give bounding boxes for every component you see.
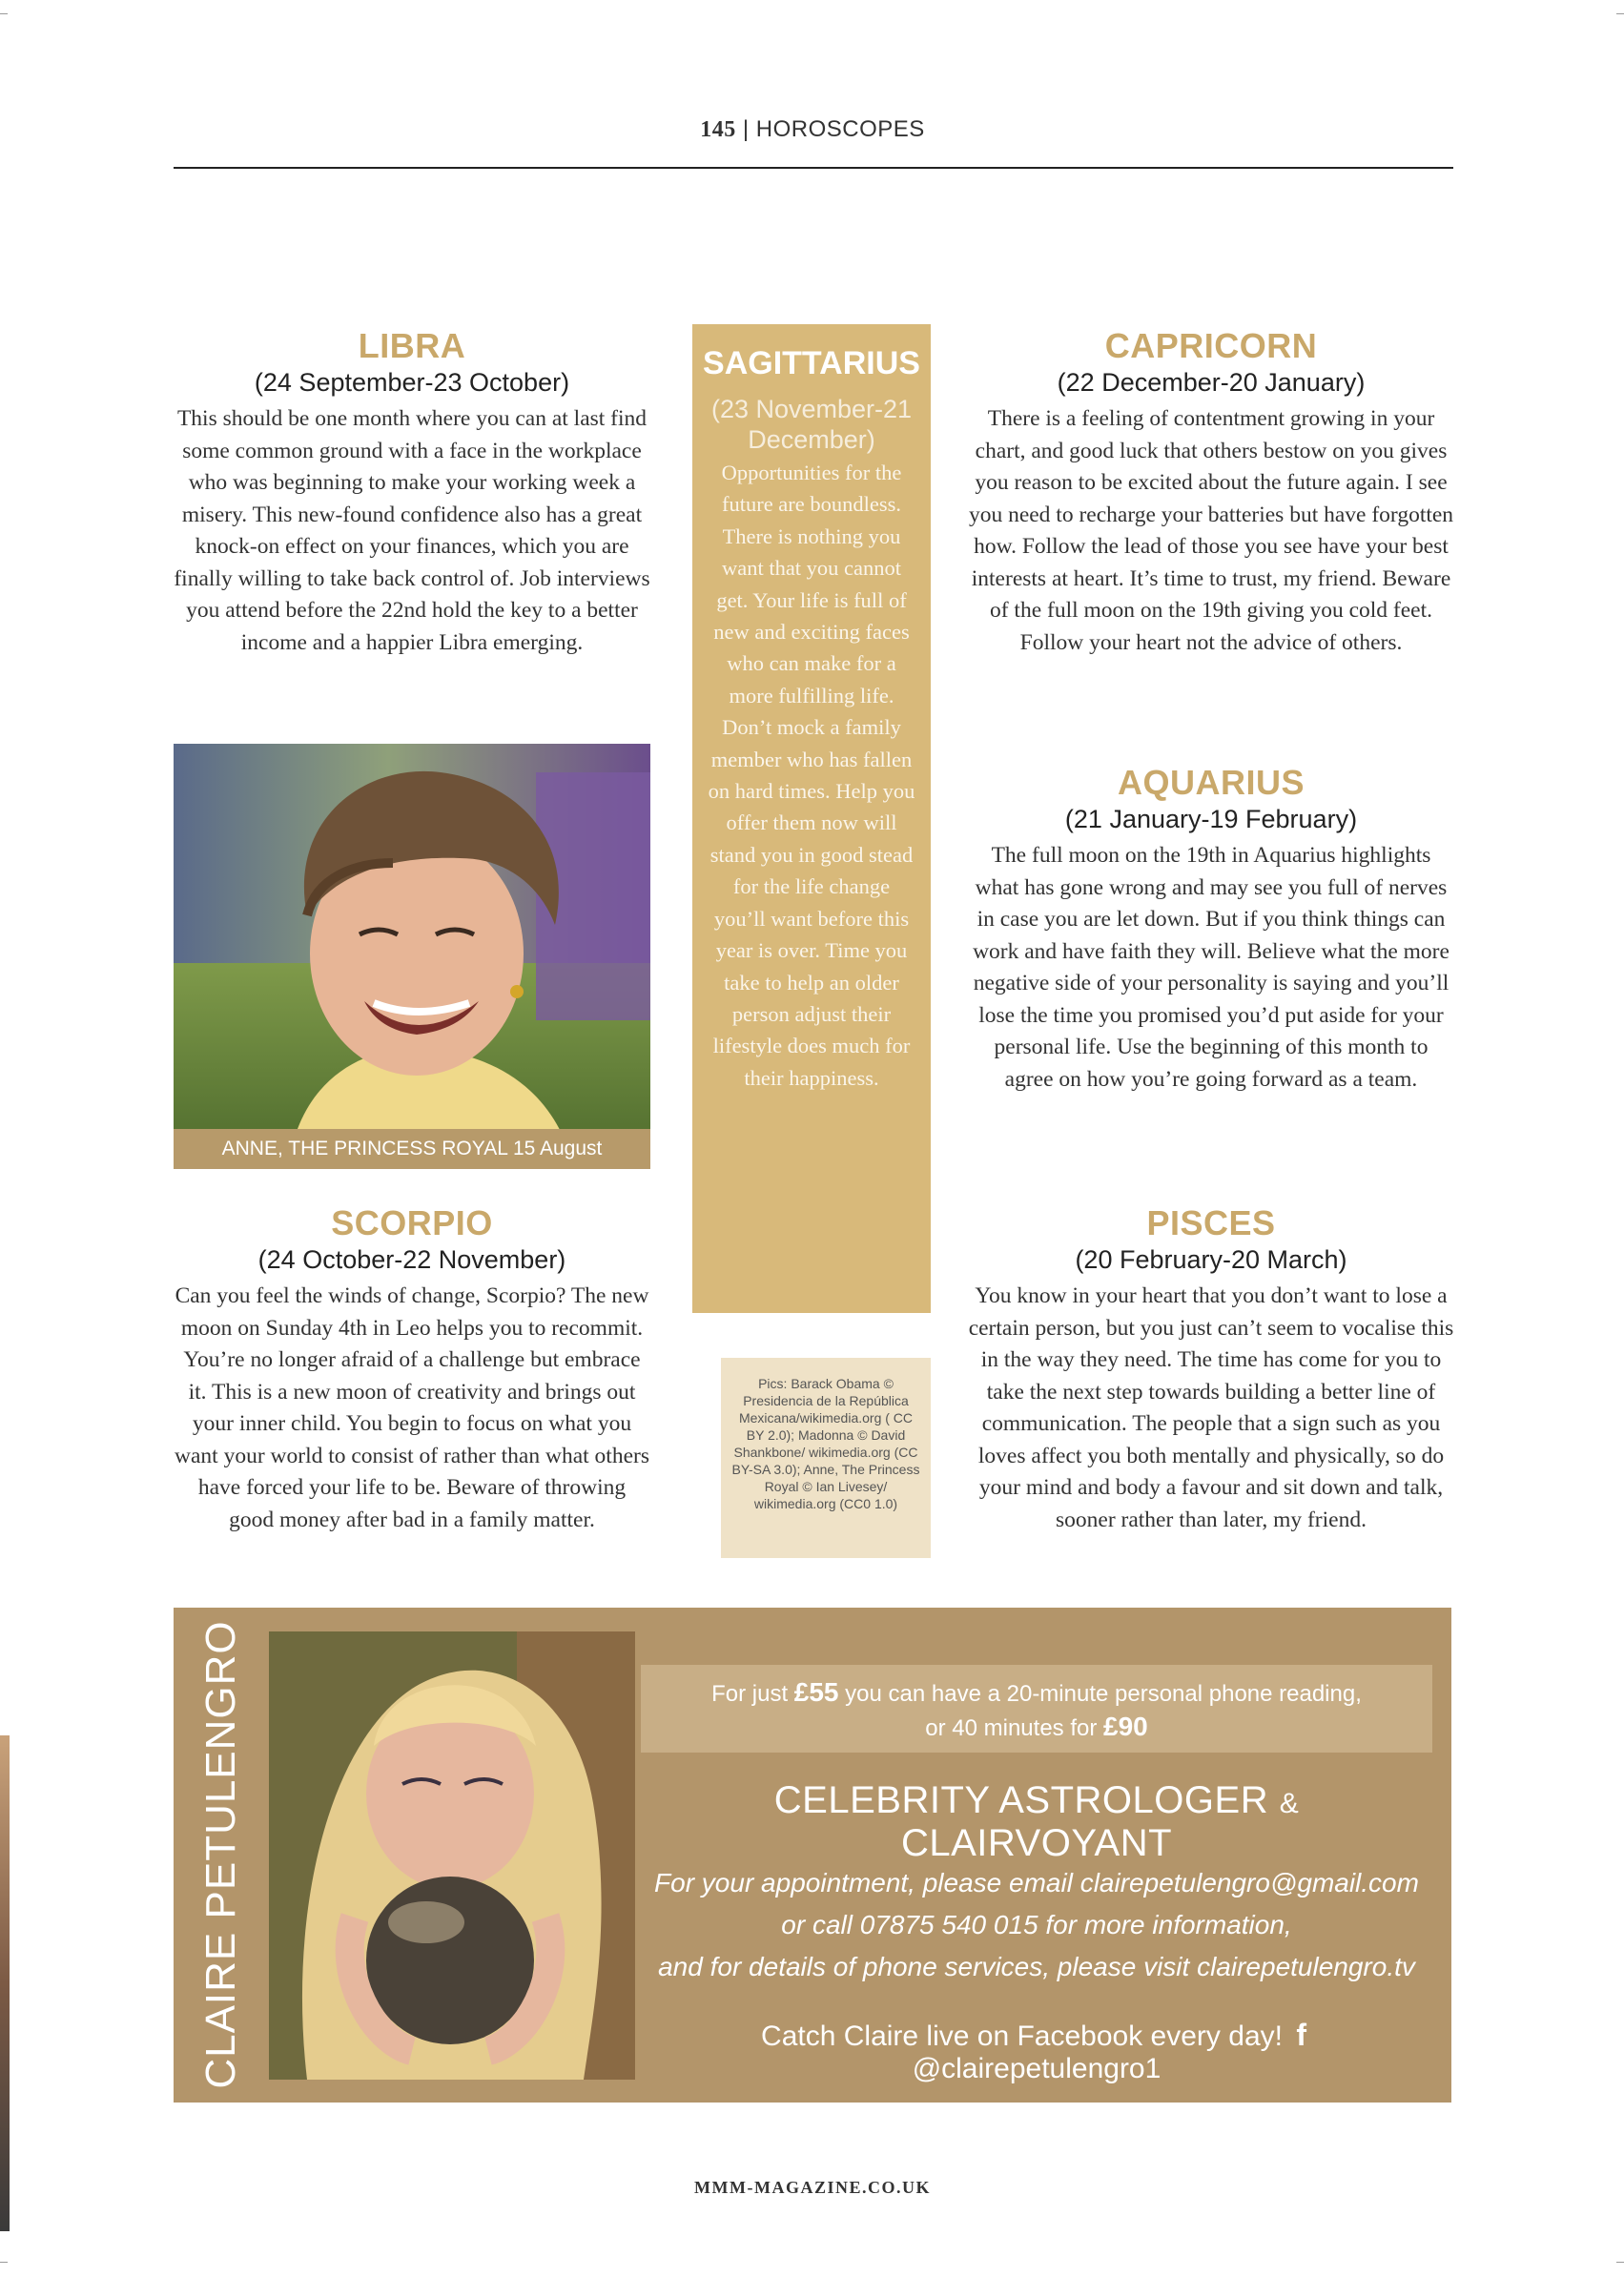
ad-headline (641, 1779, 1432, 1865)
ad-headline-b: CLAIRVOYANT (900, 1822, 1173, 1864)
crop-mark (1616, 2262, 1624, 2263)
capricorn-section (968, 326, 1454, 659)
ad-contact-line-3: and for details of phone services, please visit clairepetulengro.tv (658, 1952, 1415, 1981)
libra-text: This should be one month where you can at last find some common ground with a face in the workplace who was beginning to make your working week a misery. This new-found confidence also has a great knock-on effect on your finances, which you are finally willing to take back control of. Job interviews you attend before the 22nd hold the key to a better income and a happier Libra emerging. (174, 406, 650, 655)
ad-price-1: £55 (793, 1677, 839, 1707)
aquarius-dates: (21 January-19 February) (1064, 805, 1358, 833)
sagittarius-title: SAGITTARIUS (703, 345, 920, 381)
ad-price-2: £90 (1103, 1712, 1148, 1741)
scorpio-dates: (24 October-22 November) (257, 1245, 566, 1274)
capricorn-title: CAPRICORN (1104, 326, 1318, 365)
crop-mark (1616, 13, 1624, 14)
ad-facebook-handle: @clairepetulengro1 (912, 2053, 1161, 2084)
claire-petulengro-photo (269, 1631, 635, 2080)
aquarius-section (968, 763, 1454, 1096)
crop-mark (0, 2262, 8, 2263)
photo-caption: ANNE, THE PRINCESS ROYAL 15 August (174, 1129, 650, 1169)
pisces-title: PISCES (1146, 1203, 1276, 1242)
photo-credits: Pics: Barack Obama © Presidencia de la República Mexicana/wikimedia.org ( CC BY 2.0); Madonna © David Shankbone/ wikimedia.org (CC BY-SA 3.0); Anne, The Princess Royal © Ian Livesey/ wikimedia.org (CC0 1.0) (721, 1358, 931, 1558)
pisces-text: You know in your heart that you don’t want to lose a certain person, but you just can’t seem to vocalise this in the way they need. The time has come for you to take the next step towards building a better line of communication. The people that a sign such as you loves affect you both mentally and physically, so do your mind and body a favour and sit down and talk, sooner rather than later, my friend. (968, 1283, 1454, 1532)
page-header (174, 116, 1451, 143)
section-title: HOROSCOPES (755, 116, 925, 142)
ad-side-name: CLAIRE PETULENGRO (197, 1620, 244, 2089)
page-number: 145 (700, 117, 736, 142)
ad-price-text-1a: For just (711, 1681, 794, 1707)
ad-contact-info (641, 1862, 1432, 1988)
ad-price-text-1b: you can have a 20-minute personal phone reading, (838, 1681, 1362, 1707)
libra-title: LIBRA (358, 326, 466, 365)
header-separator: | (742, 116, 750, 142)
footer-site: MMM-MAGAZINE.CO.UK (694, 2178, 931, 2197)
scorpio-section (174, 1203, 650, 1536)
capricorn-dates: (22 December-20 January) (1057, 368, 1366, 397)
scorpio-text: Can you feel the winds of change, Scorpio? The new moon on Sunday 4th in Leo helps you to recommit. You’re no longer afraid of a challenge but embrace it. This is a new moon of creativity and brings out your inner child. You begin to focus on what you want your world to consist of rather than what others have forced your life to be. Beware of throwing good money after bad in a family matter. (175, 1283, 649, 1532)
pisces-section (968, 1203, 1454, 1536)
ad-price-banner (641, 1665, 1432, 1753)
sagittarius-box (692, 324, 931, 1313)
ad-price-text-2a: or 40 minutes for (925, 1715, 1104, 1741)
sagittarius-dates: (23 November-21 December) (710, 395, 913, 454)
scorpio-title: SCORPIO (331, 1203, 493, 1242)
ad-contact-line-1: For your appointment, please email clairepetulengro@gmail.com (654, 1868, 1419, 1898)
pisces-dates: (20 February-20 March) (1075, 1245, 1347, 1274)
sagittarius-text: Opportunities for the future are boundless. There is nothing you want that you cannot get. Your life is full of new and exciting faces who can make for a more fulfilling life. Don’t mock a family member who has fallen on hard times. Help you offer them now will stand you in good stead for the life change you’ll want before this year is over. Time you take to help an older person adjust their lifestyle does much for their happiness. (708, 461, 915, 1090)
crop-mark (0, 13, 8, 14)
facebook-icon: f (1296, 2018, 1306, 2052)
libra-section (174, 326, 650, 659)
ad-facebook-text: Catch Claire live on Facebook every day! (761, 2021, 1283, 2052)
ad-headline-a: CELEBRITY ASTROLOGER (773, 1779, 1280, 1821)
header-rule (174, 167, 1453, 169)
ad-facebook-line (641, 2018, 1432, 2085)
princess-anne-photo (174, 744, 650, 1169)
ad-contact-line-2: or call 07875 540 015 for more information, (781, 1910, 1292, 1939)
capricorn-text: There is a feeling of contentment growing in your chart, and good luck that others bestow on you gives you reason to be excited about the future again. I see you need to recharge your batteries but have forgotten how. Follow the lead of those you see have your best interests at heart. It’s time to trust, my friend. Beware of the full moon on the 19th giving you cold feet. Follow your heart not the advice of others. (968, 406, 1454, 655)
ad-side-panel (174, 1608, 269, 2103)
astrologer-advert (174, 1608, 1451, 2103)
aquarius-text: The full moon on the 19th in Aquarius highlights what has gone wrong and may see you full of nerves in case you are let down. But if you think things can work and have faith they will. Believe what the more negative side of your personality is saying and you’ll lose the time you promised you’d put aside for your personal life. Use the beginning of this month to agree on how you’re going forward as a team. (973, 843, 1449, 1092)
aquarius-title: AQUARIUS (1117, 763, 1305, 802)
libra-dates: (24 September-23 October) (254, 368, 570, 397)
ad-headline-amp: & (1279, 1788, 1300, 1819)
page-edge-strip (0, 1735, 10, 2231)
